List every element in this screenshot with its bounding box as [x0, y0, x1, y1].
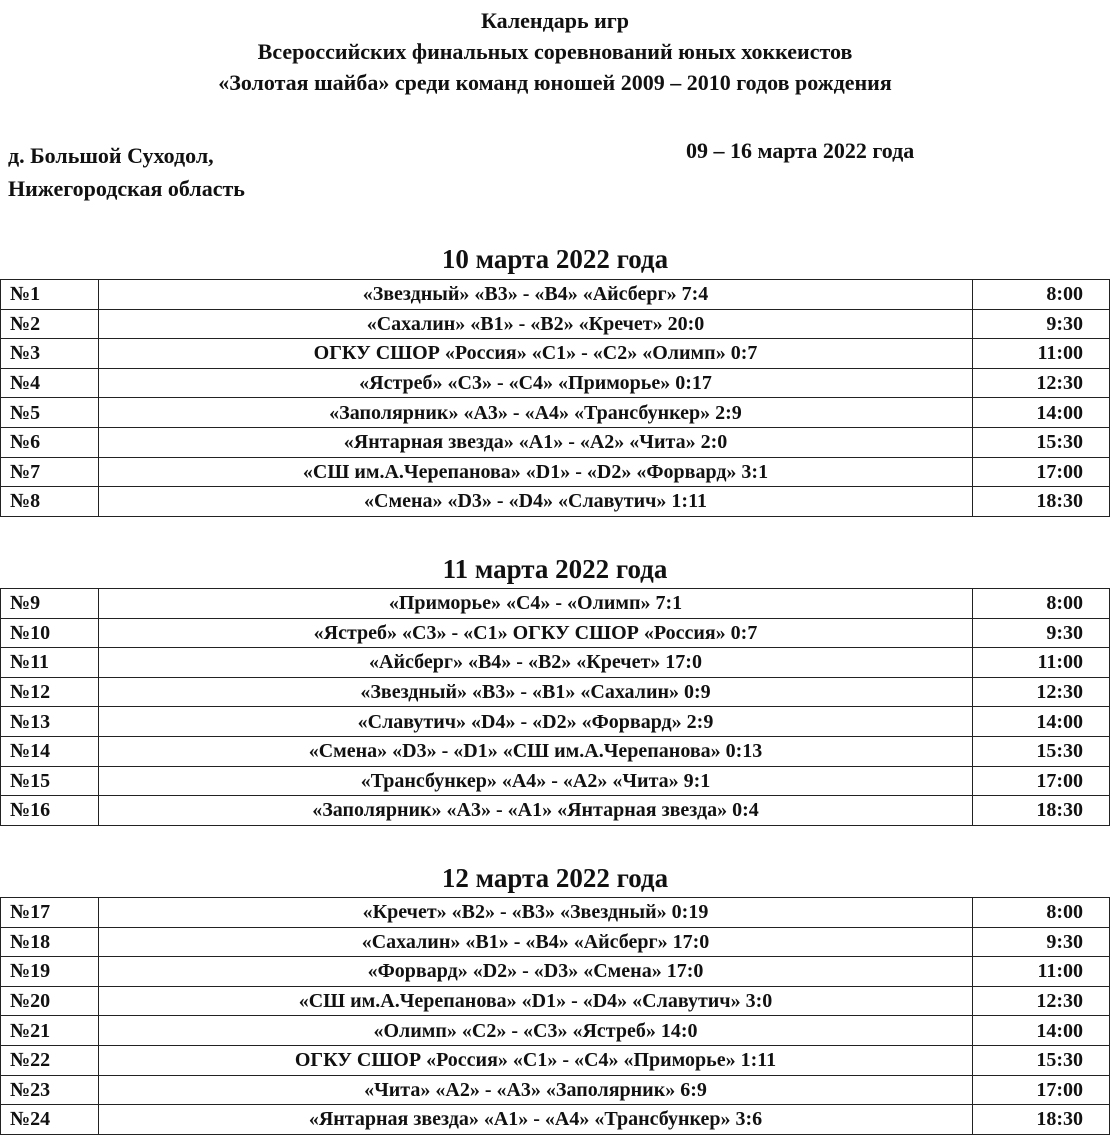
game-match: ОГКУ СШОР «Россия» «С1» - «С2» «Олимп» 0:7: [99, 339, 973, 369]
day-title: 10 марта 2022 года: [441, 244, 669, 274]
table-row: [1, 368, 1110, 398]
table-row: [1, 487, 1110, 517]
game-match: «Заполярник» «А3» - «А1» «Янтарная звезда» 0:4: [99, 796, 973, 826]
game-match: «Звездный» «В3» - «В4» «Айсберг» 7:4: [99, 280, 973, 310]
game-match: «Смена» «D3» - «D4» «Славутич» 1:11: [99, 487, 973, 517]
game-time: 18:30: [973, 487, 1110, 517]
game-number: №15: [1, 766, 99, 796]
game-time: 15:30: [973, 1045, 1110, 1075]
game-match: «Кречет» «В2» - «В3» «Звездный» 0:19: [99, 898, 973, 928]
game-number: №9: [1, 589, 99, 619]
game-time: 18:30: [973, 1105, 1110, 1135]
table-row: [1, 280, 1110, 310]
game-number: №2: [1, 309, 99, 339]
game-match: ОГКУ СШОР «Россия» «С1» - «С4» «Приморье» 1:11: [99, 1045, 973, 1075]
game-time: 11:00: [973, 648, 1110, 678]
game-time: 9:30: [973, 927, 1110, 957]
table-row: [1, 309, 1110, 339]
game-time: 14:00: [973, 1016, 1110, 1046]
game-number: №10: [1, 618, 99, 648]
table-row: [1, 766, 1110, 796]
game-number: №14: [1, 736, 99, 766]
table-row: [1, 398, 1110, 428]
game-time: 12:30: [973, 986, 1110, 1016]
event-dates: 09 – 16 марта 2022 года: [686, 138, 915, 163]
game-match: «Олимп» «С2» - «С3» «Ястреб» 14:0: [99, 1016, 973, 1046]
schedule-table: [0, 897, 1110, 1135]
game-match: «Сахалин» «В1» - «В4» «Айсберг» 17:0: [99, 927, 973, 957]
game-number: №19: [1, 957, 99, 987]
table-row: [1, 1045, 1110, 1075]
location: [8, 139, 245, 205]
table-row: [1, 927, 1110, 957]
game-time: 17:00: [973, 766, 1110, 796]
game-number: №17: [1, 898, 99, 928]
game-match: «Приморье» «С4» - «Олимп» 7:1: [99, 589, 973, 619]
game-match: «Смена» «D3» - «D1» «СШ им.А.Черепанова» 0:13: [99, 736, 973, 766]
table-row: [1, 707, 1110, 737]
game-match: «Ястреб» «С3» - «С1» ОГКУ СШОР «Россия» 0:7: [99, 618, 973, 648]
game-time: 15:30: [973, 427, 1110, 457]
day-title: 12 марта 2022 года: [441, 863, 669, 893]
table-row: [1, 457, 1110, 487]
game-time: 17:00: [973, 1075, 1110, 1105]
game-match: «Ястреб» «С3» - «С4» «Приморье» 0:17: [99, 368, 973, 398]
table-row: [1, 796, 1110, 826]
document-subtitle-2: «Золотая шайба» среди команд юношей 2009 – 2010 годов рождения: [218, 70, 892, 95]
game-time: 9:30: [973, 309, 1110, 339]
game-time: 15:30: [973, 736, 1110, 766]
game-match: «Форвард» «D2» - «D3» «Смена» 17:0: [99, 957, 973, 987]
game-number: №21: [1, 1016, 99, 1046]
document-header: [0, 5, 1110, 98]
table-row: [1, 618, 1110, 648]
game-number: №3: [1, 339, 99, 369]
game-time: 8:00: [973, 280, 1110, 310]
game-match: «Звездный» «В3» - «В1» «Сахалин» 0:9: [99, 677, 973, 707]
game-match: «Айсберг» «В4» - «В2» «Кречет» 17:0: [99, 648, 973, 678]
game-time: 14:00: [973, 707, 1110, 737]
game-number: №22: [1, 1045, 99, 1075]
game-number: №24: [1, 1105, 99, 1135]
table-row: [1, 1075, 1110, 1105]
game-time: 9:30: [973, 618, 1110, 648]
game-time: 14:00: [973, 398, 1110, 428]
game-match: «Чита» «А2» - «А3» «Заполярник» 6:9: [99, 1075, 973, 1105]
table-row: [1, 736, 1110, 766]
document-title: Календарь игр: [480, 8, 630, 33]
game-number: №1: [1, 280, 99, 310]
table-row: [1, 339, 1110, 369]
game-number: №16: [1, 796, 99, 826]
game-time: 12:30: [973, 677, 1110, 707]
day-title: 11 марта 2022 года: [442, 554, 668, 584]
game-match: «Славутич» «D4» - «D2» «Форвард» 2:9: [99, 707, 973, 737]
game-number: №18: [1, 927, 99, 957]
game-time: 11:00: [973, 339, 1110, 369]
location-line-2: Нижегородская область: [8, 176, 245, 201]
table-row: [1, 1016, 1110, 1046]
game-match: «Заполярник» «А3» - «А4» «Трансбункер» 2:9: [99, 398, 973, 428]
game-time: 18:30: [973, 796, 1110, 826]
game-match: «Сахалин» «В1» - «В2» «Кречет» 20:0: [99, 309, 973, 339]
game-number: №5: [1, 398, 99, 428]
table-row: [1, 427, 1110, 457]
game-time: 17:00: [973, 457, 1110, 487]
table-row: [1, 986, 1110, 1016]
game-match: «Янтарная звезда» «А1» - «А4» «Трансбункер» 3:6: [99, 1105, 973, 1135]
schedule-table: [0, 279, 1110, 517]
location-line-1: д. Большой Суходол,: [8, 143, 214, 168]
game-match: «Трансбункер» «А4» - «А2» «Чита» 9:1: [99, 766, 973, 796]
table-row: [1, 589, 1110, 619]
game-time: 11:00: [973, 957, 1110, 987]
game-number: №23: [1, 1075, 99, 1105]
table-row: [1, 1105, 1110, 1135]
table-row: [1, 677, 1110, 707]
game-match: «Янтарная звезда» «А1» - «А2» «Чита» 2:0: [99, 427, 973, 457]
game-match: «СШ им.А.Черепанова» «D1» - «D4» «Славутич» 3:0: [99, 986, 973, 1016]
game-number: №4: [1, 368, 99, 398]
table-row: [1, 957, 1110, 987]
game-match: «СШ им.А.Черепанова» «D1» - «D2» «Форвард» 3:1: [99, 457, 973, 487]
game-number: №11: [1, 648, 99, 678]
game-time: 8:00: [973, 589, 1110, 619]
schedule-table: [0, 588, 1110, 826]
game-number: №6: [1, 427, 99, 457]
game-time: 12:30: [973, 368, 1110, 398]
game-number: №8: [1, 487, 99, 517]
document-subtitle-1: Всероссийских финальных соревнований юных хоккеистов: [257, 39, 853, 64]
game-number: №20: [1, 986, 99, 1016]
table-row: [1, 898, 1110, 928]
game-number: №13: [1, 707, 99, 737]
game-time: 8:00: [973, 898, 1110, 928]
game-number: №7: [1, 457, 99, 487]
game-number: №12: [1, 677, 99, 707]
table-row: [1, 648, 1110, 678]
